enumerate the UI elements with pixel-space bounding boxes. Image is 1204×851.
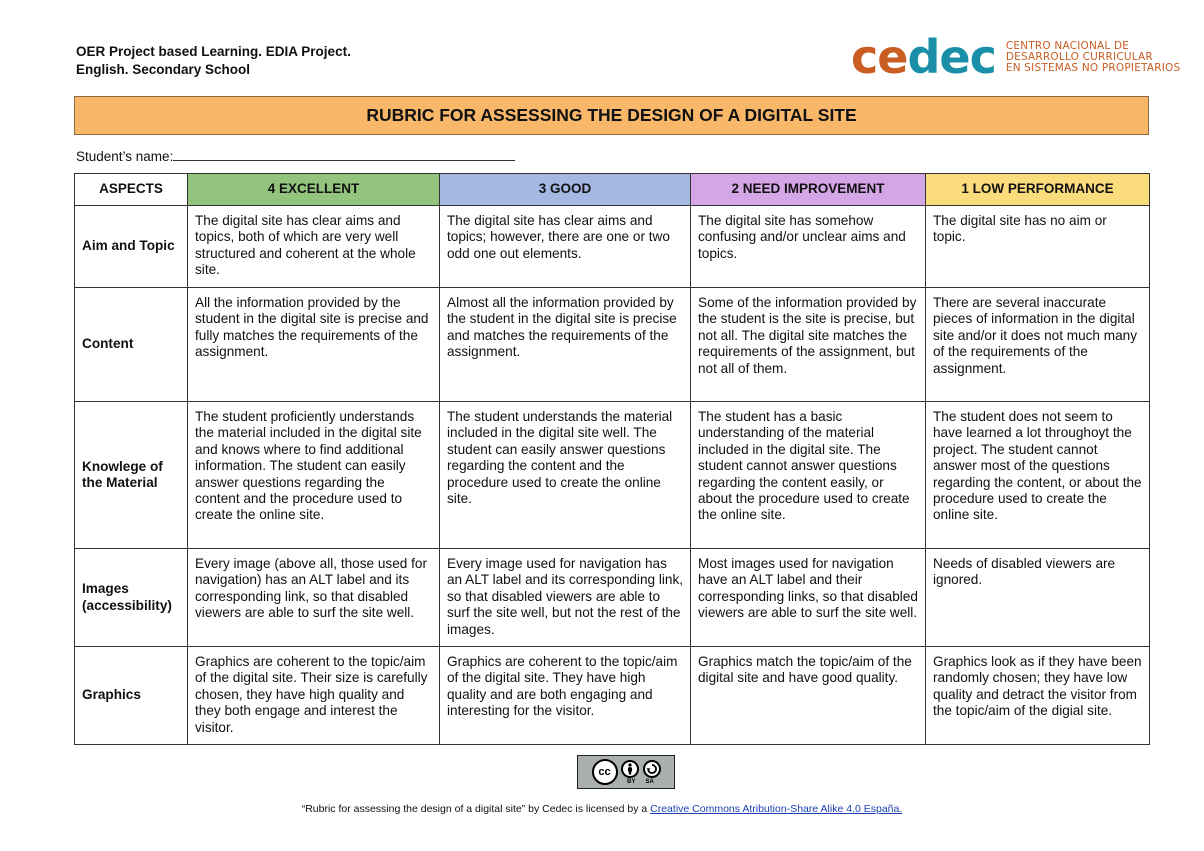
table-cell: All the information provided by the student in the digital site is precise and fully matches the requirements of the assignment. (188, 288, 440, 402)
student-name-field (76, 149, 515, 164)
aspect-cell: Content (75, 288, 188, 402)
logo-word-part1: ce (851, 30, 908, 84)
table-row (75, 288, 1150, 402)
table-cell: There are several inaccurate pieces of information in the digital site and/or it does not much many of the requirements of the assignment. (926, 288, 1150, 402)
logo-subtitle (1006, 41, 1180, 74)
table-cell: The digital site has clear aims and topics; however, there are one or two odd one out elements. (440, 206, 691, 288)
table-cell: Every image used for navigation has an ALT label and its corresponding link, so that disabled viewers are able to surf the site well, but not the rest of the images. (440, 549, 691, 647)
license-link[interactable]: Creative Commons Atribution-Share Alike 4.0 España. (650, 803, 903, 815)
student-name-blank (173, 149, 515, 161)
aspect-cell: Images (accessibility) (75, 549, 188, 647)
share-alike-icon (643, 760, 661, 778)
aspect-cell: Aim and Topic (75, 206, 188, 288)
table-cell: Almost all the information provided by the student in the digital site is precise and matches the requirements of the assignment. (440, 288, 691, 402)
table-row (75, 206, 1150, 288)
table-cell: The student does not seem to have learned a lot throughoyt the project. The student cannot answer most of the questions regarding the content, or about the procedure used to create the online site. (926, 402, 1150, 549)
logo-wordmark (851, 30, 996, 84)
share-alike-glyph (646, 763, 658, 775)
table-cell: The digital site has clear aims and topics, both of which are very well structured and coherent at the whole site. (188, 206, 440, 288)
student-name-label: Student’s name: (76, 149, 174, 164)
cc-icon: cc (592, 759, 618, 785)
table-cell: The digital site has somehow confusing and/or unclear aims and topics. (691, 206, 926, 288)
document-header (76, 43, 351, 79)
creative-commons-by-sa-icon (577, 755, 675, 789)
table-cell: The digital site has no aim or topic. (926, 206, 1150, 288)
header-good: 3 GOOD (440, 174, 691, 206)
table-row (75, 549, 1150, 647)
table-cell: Some of the information provided by the student is the site is precise, but not all. The digital site matches the requirements of the assignment, but not all of them. (691, 288, 926, 402)
table-cell: Graphics are coherent to the topic/aim of the digital site. They have high quality and are both engaging and interesting for the visitor. (440, 647, 691, 745)
logo-sub-line2: DESARROLLO CURRICULAR (1005, 50, 1153, 63)
rubric-table (74, 173, 1150, 745)
table-row (75, 402, 1150, 549)
logo-sub-line3: EN SISTEMAS NO PROPIETARIOS (1005, 61, 1181, 74)
header-line-2: English. Secondary School (76, 62, 251, 77)
footer-text: “Rubric for assessing the design of a digital site” by Cedec is licensed by a (301, 803, 651, 815)
logo-word-part2: dec (907, 30, 996, 84)
logo-sub-line1: CENTRO NACIONAL DE (1005, 39, 1130, 52)
aspect-cell: Graphics (75, 647, 188, 745)
table-header-row (75, 174, 1150, 206)
table-cell: The student has a basic understanding of the material included in the digital site. The student cannot answer questions regarding the content easily, or about the procedure used to create the online site. (691, 402, 926, 549)
cedec-logo (851, 32, 1180, 82)
table-cell: Graphics are coherent to the topic/aim of the digital site. Their size is carefully chosen, they have high quality and they both engage and interest the visitor. (188, 647, 440, 745)
cc-labels (627, 779, 654, 785)
cc-by-label: BY (627, 778, 636, 785)
table-cell: Graphics look as if they have been randomly chosen; they have low quality and detract the visitor from the topic/aim of the digial site. (926, 647, 1150, 745)
license-footer (0, 803, 1204, 815)
header-aspects: ASPECTS (75, 174, 188, 206)
table-cell: Most images used for navigation have an ALT label and their corresponding links, so that disabled viewers are able to surf the site well. (691, 549, 926, 647)
cc-sa-label: SA (645, 778, 654, 785)
table-cell: The student understands the material included in the digital site well. The student can easily answer questions regarding the content and the procedure used to create the online site. (440, 402, 691, 549)
table-cell: Every image (above all, those used for navigation) has an ALT label and its corresponding link, so that disabled viewers are able to surf the site well. (188, 549, 440, 647)
table-cell: Needs of disabled viewers are ignored. (926, 549, 1150, 647)
header-excellent: 4 EXCELLENT (188, 174, 440, 206)
header-line-1: OER Project based Learning. EDIA Project. (76, 44, 351, 59)
aspect-cell: Knowlege of the Material (75, 402, 188, 549)
header-low-performance: 1 LOW PERFORMANCE (926, 174, 1150, 206)
table-cell: The student proficiently understands the material included in the digital site and knows where to find additional information. The student can easily answer questions regarding the content and the procedure used to create the online site. (188, 402, 440, 549)
person-icon (621, 760, 639, 778)
cc-icon-row (621, 760, 661, 778)
rubric-title: RUBRIC FOR ASSESSING THE DESIGN OF A DIGITAL SITE (74, 96, 1149, 135)
table-row (75, 647, 1150, 745)
person-glyph (625, 763, 635, 775)
header-need-improvement: 2 NEED IMPROVEMENT (691, 174, 926, 206)
cc-attribution-group (621, 760, 661, 785)
table-cell: Graphics match the topic/aim of the digital site and have good quality. (691, 647, 926, 745)
